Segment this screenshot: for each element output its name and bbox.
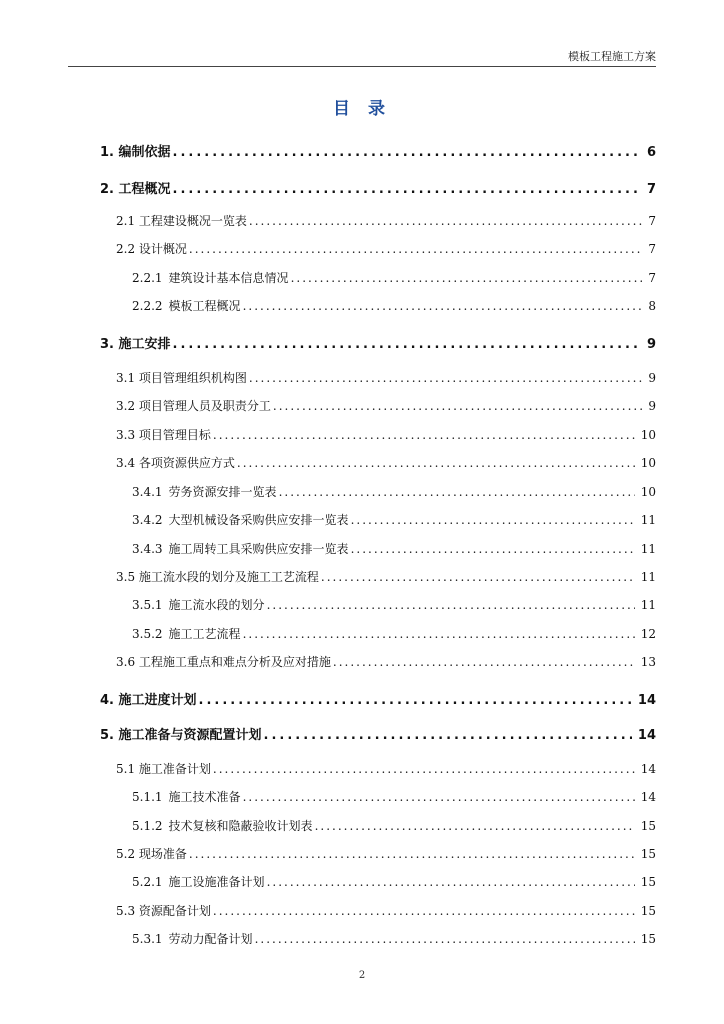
toc-entry-label [132,788,241,805]
toc-dot-leader [249,371,642,385]
toc-entry-text: 施工流水段的划分及施工工艺流程 [135,570,319,584]
toc-entry-label [116,845,187,862]
toc-entry-text: 项目管理人员及职责分工 [135,399,271,413]
toc-entry-page: 14 [640,790,656,804]
toc-entry-3-4[interactable] [116,454,656,471]
toc-entry-5-2-1[interactable] [132,873,656,890]
toc-entry-2-1[interactable] [116,212,656,229]
toc-entry-text: 劳动力配备计划 [168,932,253,946]
toc-entry-text: 模板工程概况 [168,299,241,313]
toc-entry-page: 15 [640,932,656,946]
toc-entry-number: 3.3 [116,428,136,442]
header-divider [68,66,656,67]
toc-entry-label [132,873,265,890]
toc-entry-label [132,540,349,557]
toc-dot-leader [173,145,641,160]
toc-entry-label [116,760,211,777]
toc-entry-page: 15 [640,875,656,889]
toc-dot-leader [291,271,643,285]
toc-entry-3-4-3[interactable] [132,540,656,557]
toc-entry-text: 施工准备计划 [135,762,211,776]
toc-dot-leader [249,214,642,228]
toc-entry-number: 5. [100,728,114,743]
toc-dot-leader [243,627,635,641]
toc-entry-text: 工程施工重点和难点分析及应对措施 [135,655,331,669]
toc-entry-5-2[interactable] [116,845,656,862]
toc-dot-leader [173,337,641,352]
toc-dot-leader [351,542,635,556]
toc-entry-text: 资源配备计划 [135,904,211,918]
toc-entry-3-4-2[interactable] [132,511,656,528]
toc-entry-page: 10 [640,428,656,442]
toc-dot-leader [213,762,635,776]
toc-entry-number: 5.1.2 [132,819,163,833]
toc-entry-number: 5.2 [116,847,136,861]
toc-entry-text: 施工流水段的划分 [168,598,265,612]
toc-dot-leader [189,242,642,256]
toc-entry-label [116,568,319,585]
toc-entry-number: 3.2 [116,399,136,413]
toc-entry-label [132,269,289,286]
toc-entry-3-5[interactable] [116,568,656,585]
page-number: 2 [358,970,366,981]
toc-entry-2[interactable] [100,178,656,197]
toc-entry-3-5-2[interactable] [132,625,656,642]
toc-entry-2-2[interactable] [116,240,656,257]
toc-dot-leader [315,819,635,833]
toc-entry-label [100,724,262,743]
toc-entry-page: 8 [648,299,656,313]
toc-entry-label [116,454,235,471]
toc-entry-page: 11 [640,598,656,612]
toc-entry-5-1-2[interactable] [132,817,656,834]
toc-entry-label [132,297,241,314]
toc-entry-2-2-2[interactable] [132,297,656,314]
toc-entry-5-1-1[interactable] [132,788,656,805]
toc-entry-label [116,397,271,414]
toc-entry-text: 施工设施准备计划 [168,875,265,889]
toc-entry-number: 3.4.2 [132,513,163,527]
toc-dot-leader [267,598,635,612]
toc-entry-text: 工程建设概况一览表 [135,214,247,228]
toc-entry-text: 施工周转工具采购供应安排一览表 [168,542,349,556]
toc-dot-leader [279,485,635,499]
toc-entry-label [132,625,241,642]
toc-dot-leader [321,570,635,584]
toc-entry-page: 9 [648,399,656,413]
toc-entry-text: 技术复核和隐蔽验收计划表 [168,819,313,833]
toc-entry-number: 5.2.1 [132,875,163,889]
toc-entry-2-2-1[interactable] [132,269,656,286]
toc-entry-page: 11 [640,570,656,584]
toc-entry-1[interactable] [100,141,656,160]
toc-entry-number: 3.4 [116,456,136,470]
toc-entry-page: 7 [648,271,656,285]
toc-entry-text: 项目管理组织机构图 [135,371,247,385]
toc-dot-leader [237,456,635,470]
toc-entry-5-3[interactable] [116,902,656,919]
toc-entry-5-1[interactable] [116,760,656,777]
toc-dot-leader [189,847,635,861]
toc-entry-page: 10 [640,485,656,499]
toc-entry-number: 2.2 [116,242,136,256]
toc-entry-text: 现场准备 [135,847,187,861]
toc-entry-page: 15 [640,847,656,861]
toc-entry-3[interactable] [100,333,656,352]
toc-entry-3-2[interactable] [116,397,656,414]
toc-entry-label [116,240,187,257]
toc-entry-text: 项目管理目标 [135,428,211,442]
toc-entry-page: 12 [640,627,656,641]
toc-dot-leader [213,904,635,918]
toc-entry-text: 建筑设计基本信息情况 [168,271,289,285]
toc-entry-number: 2. [100,182,114,197]
toc-entry-5-3-1[interactable] [132,930,656,947]
toc-entry-page: 14 [637,693,656,708]
toc-entry-label [132,511,349,528]
toc-entry-label [116,369,247,386]
toc-entry-page: 14 [637,728,656,743]
toc-entry-number: 5.1.1 [132,790,163,804]
toc-dot-leader [264,728,632,743]
toc-dot-leader [267,875,635,889]
toc-dot-leader [243,790,635,804]
toc-entry-3-1[interactable] [116,369,656,386]
toc-entry-number: 4. [100,693,114,708]
toc-entry-page: 7 [648,242,656,256]
toc-entry-label [100,689,197,708]
toc-entry-number: 3.1 [116,371,136,385]
toc-entry-text: 编制依据 [113,145,171,160]
toc-entry-label [116,212,247,229]
toc-entry-page: 15 [640,819,656,833]
toc-entry-label [132,596,265,613]
toc-entry-3-6[interactable] [116,653,656,670]
toc-dot-leader [351,513,635,527]
toc-entry-text: 施工准备与资源配置计划 [113,728,262,743]
toc-entry-number: 2.2.1 [132,271,163,285]
toc-entry-5[interactable] [100,724,656,743]
toc-entry-number: 2.1 [116,214,136,228]
toc-entry-label [100,178,171,197]
toc-entry-3-3[interactable] [116,426,656,443]
toc-entry-number: 3.4.3 [132,542,163,556]
toc-entry-label [116,902,211,919]
toc-entry-number: 2.2.2 [132,299,163,313]
toc-entry-number: 3.4.1 [132,485,163,499]
toc-entry-text: 工程概况 [113,182,171,197]
toc-entry-text: 施工工艺流程 [168,627,241,641]
toc-dot-leader [273,399,642,413]
toc-entry-page: 7 [648,214,656,228]
page-header-title: 模板工程施工方案 [568,50,656,63]
toc-dot-leader [243,299,643,313]
toc-entry-number: 3.5.2 [132,627,163,641]
toc-entry-page: 10 [640,456,656,470]
toc-entry-page: 6 [646,145,656,160]
toc-entry-number: 1. [100,145,114,160]
toc-entry-text: 大型机械设备采购供应安排一览表 [168,513,349,527]
toc-dot-leader [213,428,635,442]
toc-entry-label [116,426,211,443]
toc-entry-page: 15 [640,904,656,918]
toc-entry-text: 设计概况 [135,242,187,256]
toc-entry-number: 5.3.1 [132,932,163,946]
toc-entry-page: 7 [646,182,656,197]
toc-entry-number: 3. [100,337,114,352]
toc-entry-text: 施工安排 [113,337,171,352]
toc-entry-page: 14 [640,762,656,776]
toc-entry-text: 施工进度计划 [113,693,197,708]
toc-entry-text: 各项资源供应方式 [135,456,235,470]
toc-entry-page: 9 [646,337,656,352]
toc-entry-4[interactable] [100,689,656,708]
toc-entry-3-4-1[interactable] [132,483,656,500]
toc-dot-leader [333,655,635,669]
toc-entry-number: 3.5 [116,570,136,584]
toc-entry-number: 5.1 [116,762,136,776]
toc-dot-leader [199,693,632,708]
toc-entry-page: 11 [640,513,656,527]
toc-entry-3-5-1[interactable] [132,596,656,613]
toc-entry-text: 劳务资源安排一览表 [168,485,277,499]
toc-entry-label [132,930,253,947]
toc-entry-label [116,653,331,670]
toc-entry-text: 施工技术准备 [168,790,241,804]
toc-dot-leader [173,182,641,197]
toc-title: 目 录 [333,99,391,119]
toc-entry-label [100,141,171,160]
toc-entry-label [132,483,277,500]
toc-entry-page: 9 [648,371,656,385]
toc-entry-label [132,817,313,834]
toc-dot-leader [255,932,635,946]
toc-entry-number: 3.6 [116,655,136,669]
toc-entry-number: 3.5.1 [132,598,163,612]
toc-entry-page: 13 [640,655,656,669]
toc-entry-label [100,333,171,352]
toc-entry-number: 5.3 [116,904,136,918]
toc-entry-page: 11 [640,542,656,556]
